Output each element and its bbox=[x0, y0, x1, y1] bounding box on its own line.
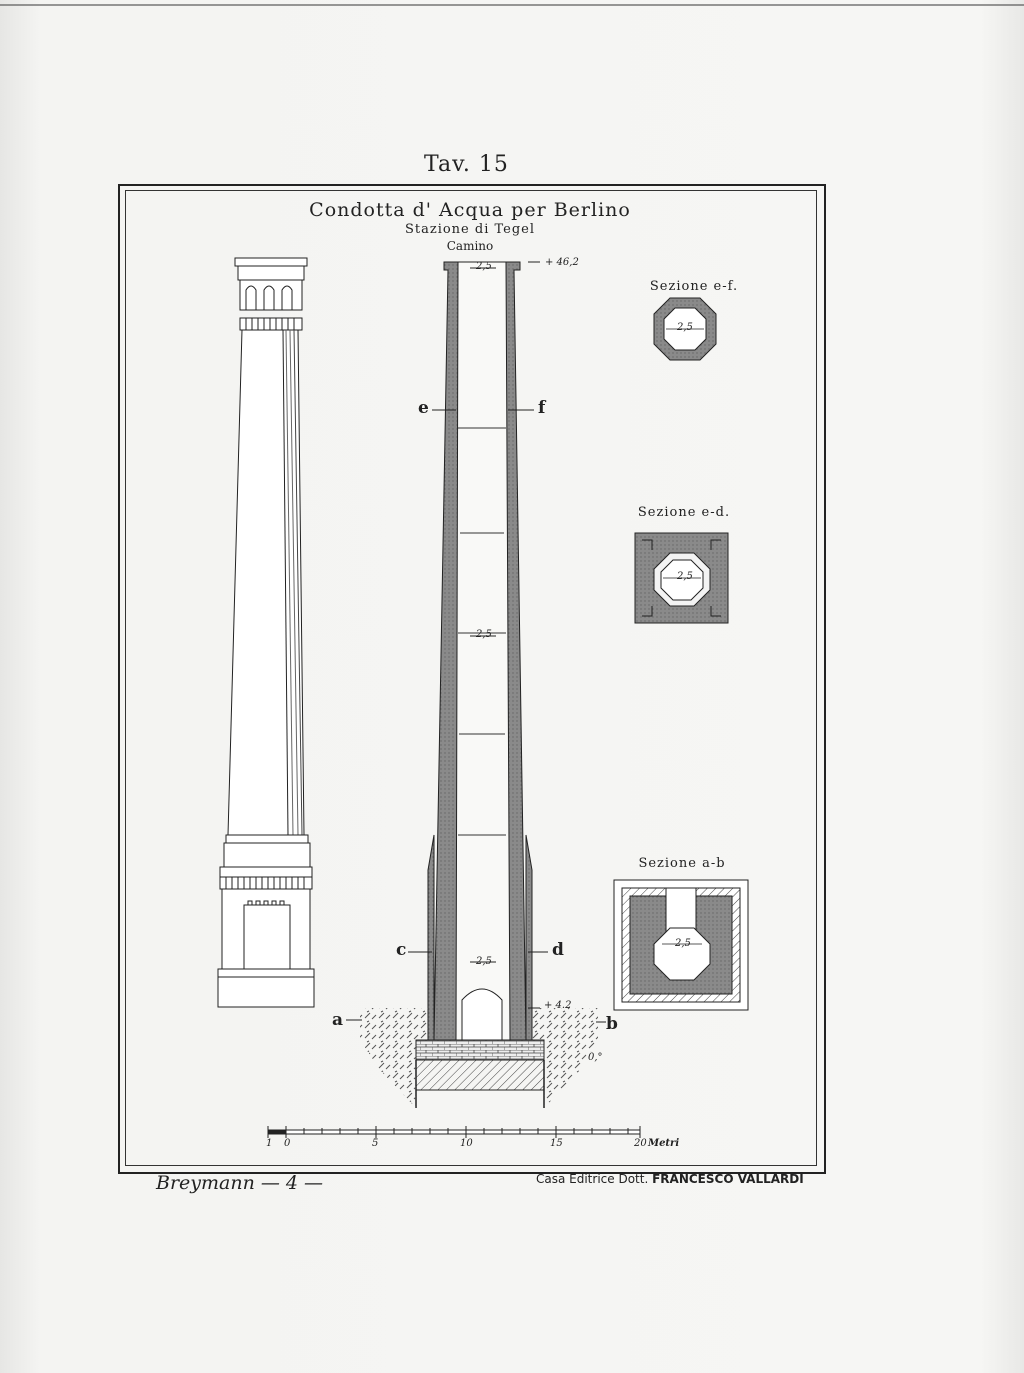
cut-letter-f: f bbox=[538, 398, 546, 418]
publisher-name: FRANCESCO VALLARDI bbox=[652, 1172, 804, 1186]
cut-letter-e: e bbox=[418, 398, 429, 418]
top-elevation-label: + 46,2 bbox=[545, 257, 579, 268]
scale-unit: Metri bbox=[648, 1138, 680, 1149]
cut-letter-a: a bbox=[332, 1010, 344, 1030]
publisher-prefix: Casa Editrice Dott. bbox=[536, 1172, 649, 1186]
section-ed-label: Sezione e-d. bbox=[637, 505, 731, 520]
section-ef-diameter: 2,5 bbox=[677, 322, 693, 333]
scale-tick-1: 1 bbox=[266, 1138, 273, 1149]
scale-bar bbox=[268, 1126, 640, 1138]
scale-tick-20: 20 bbox=[634, 1138, 647, 1149]
section-ab-label: Sezione a-b bbox=[638, 856, 726, 871]
ground-elevation-label: 0,° bbox=[588, 1052, 603, 1063]
cut-letter-c: c bbox=[396, 940, 407, 960]
scale-tick-10: 10 bbox=[460, 1138, 473, 1149]
author-signature: Breymann — 4 — bbox=[156, 1172, 324, 1194]
cut-letter-d: d bbox=[552, 940, 564, 960]
base-elevation-label: + 4.2 bbox=[544, 1000, 572, 1011]
chimney-section bbox=[416, 262, 544, 1108]
section-ed-diameter: 2,5 bbox=[677, 571, 693, 582]
section-ef-label: Sezione e-f. bbox=[649, 279, 739, 294]
plate-object: Camino bbox=[446, 239, 494, 253]
plate-subtitle: Stazione di Tegel bbox=[404, 222, 536, 237]
flue-diameter-mid: 2,5 bbox=[476, 629, 492, 640]
cut-letter-b: b bbox=[606, 1014, 618, 1034]
scale-tick-5: 5 bbox=[372, 1138, 379, 1149]
section-ab-diameter: 2,5 bbox=[675, 938, 691, 949]
plate-title: Condotta d' Acqua per Berlino bbox=[309, 199, 631, 221]
plate-number: Tav. 15 bbox=[424, 152, 509, 177]
scale-tick-0: 0 bbox=[284, 1138, 291, 1149]
publisher-line bbox=[536, 1172, 804, 1186]
flue-diameter-top: 2,5 bbox=[476, 261, 492, 272]
flue-diameter-base: 2,5 bbox=[476, 956, 492, 967]
chimney-elevation bbox=[218, 258, 314, 1007]
scale-tick-15: 15 bbox=[550, 1138, 563, 1149]
